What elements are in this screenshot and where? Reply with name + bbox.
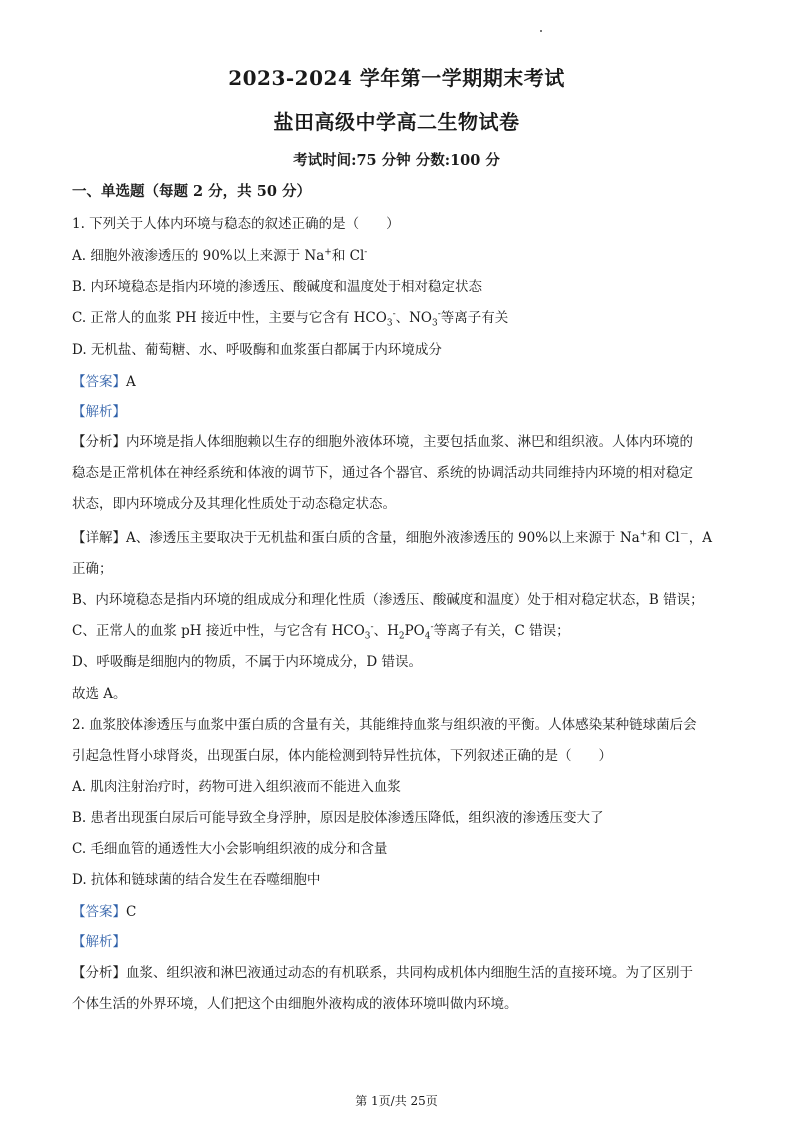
q2-option-c: C. 毛细血管的通透性大小会影响组织液的成分和含量	[72, 841, 388, 857]
q2-stem-line1: 2. 血浆胶体渗透压与血浆中蛋白质的含量有关，其能维持血浆与组织液的平衡。人体感染某种链球菌后会	[72, 717, 697, 733]
q1-fenxi-line2: 稳态是正常机体在神经系统和体液的调节下，通过各个器官、系统的协调活动共同维持内环境的相对稳定	[72, 465, 693, 481]
q2-fenxi-line1: 【分析】血浆、组织液和淋巴液通过动态的有机联系，共同构成机体内细胞生活的直接环境。为了区别于	[72, 965, 693, 981]
scan-dot	[540, 30, 542, 32]
q2-option-a: A. 肌肉注射治疗时，药物可进入组织液而不能进入血浆	[72, 779, 401, 795]
section-heading: 一、单选题（每题 2 分，共 50 分）	[72, 183, 311, 200]
q1-option-d: D. 无机盐、葡萄糖、水、呼吸酶和血浆蛋白都属于内环境成分	[72, 342, 442, 358]
q1-answer: 【答案】A	[72, 374, 136, 390]
q1-detail-c: C、正常人的血浆 pH 接近中性，与它含有 $HCO_3^-$、$H_2PO_4^-$等离子有关，C 错误；	[72, 622, 570, 642]
q1-analysis-tag: 【解析】	[72, 404, 126, 420]
exam-meta: 考试时间:75 分钟 分数:100 分	[293, 152, 500, 169]
q2-answer: 【答案】C	[72, 904, 137, 920]
q2-option-b: B. 患者出现蛋白尿后可能导致全身浮肿，原因是胶体渗透压降低，组织液的渗透压变大了	[72, 810, 604, 826]
q1-option-c: C. 正常人的血浆 PH 接近中性，主要与它含有 $HCO_3^-$、$NO_3^-$等离子有关	[72, 309, 509, 329]
q2-analysis-tag: 【解析】	[72, 934, 126, 950]
q2-option-d: D. 抗体和链球菌的结合发生在吞噬细胞中	[72, 872, 321, 888]
q1-detail-d: D、呼吸酶是细胞内的物质，不属于内环境成分，D 错误。	[72, 654, 422, 670]
q1-fenxi-line1: 【分析】内环境是指人体细胞赖以生存的细胞外液体环境，主要包括血浆、淋巴和组织液。人体内环境的	[72, 434, 693, 450]
q2-fenxi-line2: 个体生活的外界环境，人们把这个由细胞外液构成的液体环境叫做内环境。	[72, 996, 518, 1012]
exam-title: 2023-2024 学年第一学期期末考试	[228, 66, 565, 90]
q1-detail-line2: 正确；	[72, 561, 113, 577]
q1-detail-line1: 【详解】A、渗透压主要取决于无机盐和蛋白质的含量，细胞外液渗透压的 90%以上来源于 Na+和 Cl－，A	[72, 529, 712, 546]
page-footer: 第 1页/共 25页	[355, 1094, 438, 1108]
q1-detail-b: B、内环境稳态是指内环境的组成成分和理化性质（渗透压、酸碱度和温度）处于相对稳定状态，B 错误；	[72, 592, 704, 608]
q1-fenxi-line3: 状态，即内环境成分及其理化性质处于动态稳定状态。	[72, 496, 396, 512]
q1-stem: 1. 下列关于人体内环境与稳态的叙述正确的是（ ）	[72, 216, 400, 232]
q2-stem-line2: 引起急性肾小球肾炎，出现蛋白尿，体内能检测到特异性抗体，下列叙述正确的是（ ）	[72, 748, 612, 764]
q1-conclusion: 故选 A。	[72, 686, 127, 702]
q1-option-b: B. 内环境稳态是指内环境的渗透压、酸碱度和温度处于相对稳定状态	[72, 279, 483, 295]
exam-subtitle: 盐田高级中学高二生物试卷	[273, 110, 520, 134]
q1-option-a: A. 细胞外液渗透压的 90%以上来源于 Na+和 Cl-	[72, 247, 368, 264]
